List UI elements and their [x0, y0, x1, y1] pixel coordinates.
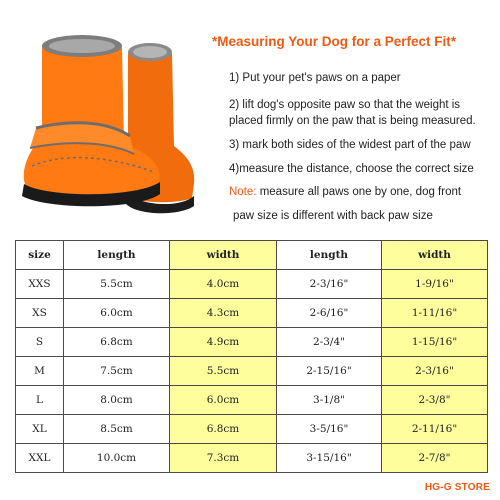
store-name: HG-G STORE — [424, 482, 490, 493]
cell-length-cm: 6.0cm — [64, 299, 170, 328]
cell-size: L — [16, 386, 64, 415]
cell-length-cm: 10.0cm — [64, 444, 170, 473]
cell-length-in: 2-6/16" — [277, 299, 382, 328]
table-row — [16, 328, 488, 357]
cell-size: XXL — [16, 444, 64, 473]
header-length-in: length — [277, 241, 382, 270]
instruction-step-4: 4)measure the distance, choose the correct size — [229, 163, 474, 175]
table-row — [16, 444, 488, 473]
instruction-step-2-continued: placed firmly on the paw that is being measured. — [229, 115, 476, 127]
cell-width-cm: 4.0cm — [170, 270, 277, 299]
cell-length-in: 3-15/16" — [277, 444, 382, 473]
table-row — [16, 357, 488, 386]
cell-width-cm: 6.0cm — [170, 386, 277, 415]
size-chart-table — [15, 240, 488, 473]
cell-size: XXS — [16, 270, 64, 299]
cell-length-cm: 8.0cm — [64, 386, 170, 415]
cell-length-cm: 5.5cm — [64, 270, 170, 299]
cell-length-in: 2-3/16" — [277, 270, 382, 299]
header-length-cm: length — [64, 241, 170, 270]
header-width-cm: width — [170, 241, 277, 270]
cell-length-in: 2-3/4" — [277, 328, 382, 357]
table-header-row — [16, 241, 488, 270]
cell-length-cm: 7.5cm — [64, 357, 170, 386]
instruction-step-2: 2) lift dog's opposite paw so that the weight is — [229, 99, 461, 111]
cell-width-in: 1-15/16" — [382, 328, 488, 357]
note-text-1: measure all paws one by one, dog front — [256, 186, 462, 198]
cell-width-in: 1-9/16" — [382, 270, 488, 299]
cell-width-in: 1-11/16" — [382, 299, 488, 328]
cell-length-in: 2-15/16" — [277, 357, 382, 386]
table-row — [16, 415, 488, 444]
note-line-1 — [229, 186, 461, 200]
cell-width-cm: 4.9cm — [170, 328, 277, 357]
table-row — [16, 386, 488, 415]
note-label: Note: — [229, 186, 257, 198]
cell-width-in: 2-11/16" — [382, 415, 488, 444]
table-row — [16, 299, 488, 328]
cell-width-in: 2-7/8" — [382, 444, 488, 473]
cell-width-cm: 5.5cm — [170, 357, 277, 386]
note-line-2: paw size is different with back paw size — [233, 210, 433, 222]
cell-length-cm: 6.8cm — [64, 328, 170, 357]
instruction-step-3: 3) mark both sides of the widest part of the paw — [229, 139, 471, 151]
cell-size: XL — [16, 415, 64, 444]
table-row — [16, 270, 488, 299]
instruction-step-1: 1) Put your pet's paws on a paper — [229, 72, 401, 84]
page-heading: *Measuring Your Dog for a Perfect Fit* — [212, 34, 457, 49]
cell-length-in: 3-5/16" — [277, 415, 382, 444]
cell-length-cm: 8.5cm — [64, 415, 170, 444]
cell-size: M — [16, 357, 64, 386]
dog-boots-image — [8, 26, 204, 216]
cell-size: S — [16, 328, 64, 357]
cell-length-in: 3-1/8" — [277, 386, 382, 415]
cell-width-in: 2-3/16" — [382, 357, 488, 386]
header-size: size — [16, 241, 64, 270]
cell-width-in: 2-3/8" — [382, 386, 488, 415]
cell-width-cm: 4.3cm — [170, 299, 277, 328]
header-width-in: width — [382, 241, 488, 270]
cell-width-cm: 6.8cm — [170, 415, 277, 444]
cell-size: XS — [16, 299, 64, 328]
cell-width-cm: 7.3cm — [170, 444, 277, 473]
